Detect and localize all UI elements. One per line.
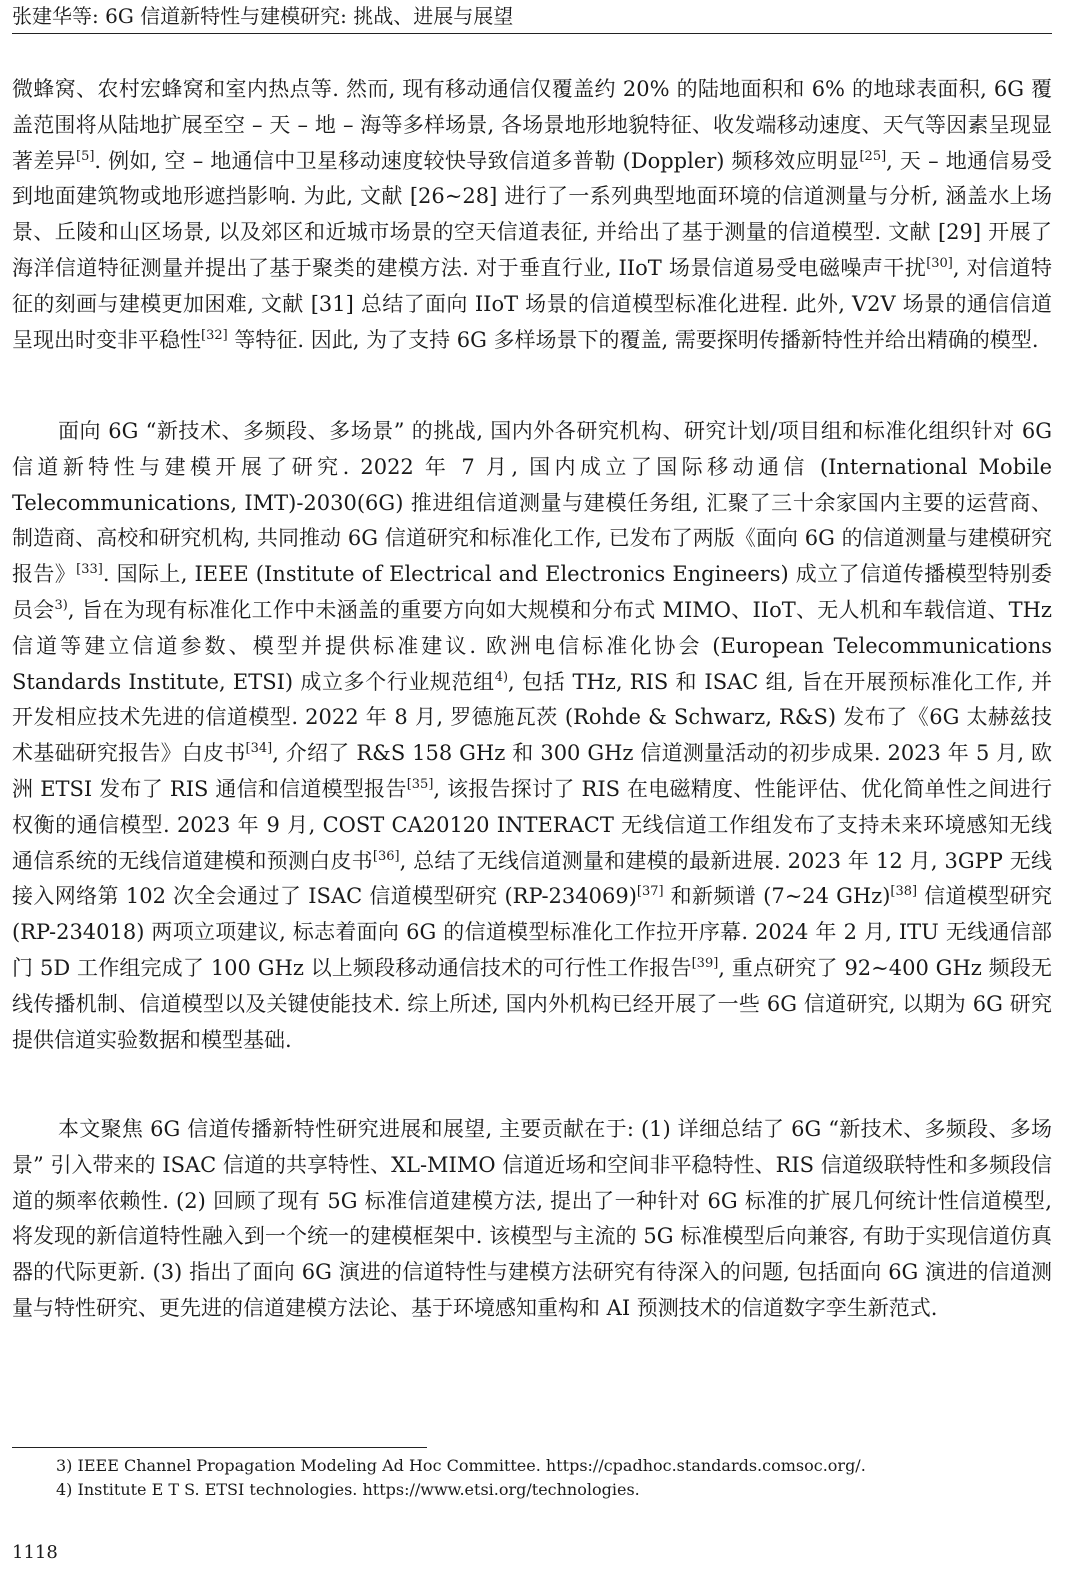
text-run: 面向 6G “新技术、多频段、多场景” 的挑战, 国内外各研究机构、研究计划/项目组和标准化组织针对 6G 信道新特性与建模开展了研究. 2022 年 7 月, 国内成立了国际移动通信 (International Mobile Telecommunications, IMT)-2030(6G) 推进组信道测量与建模任务组, 汇聚了三十余家国内主要的运营商、制造商、高校和研究机构, 共同推动 6G 信道研究和标准化工作, 已发布了两版《面向 6G 的信道测量与建模研究报告》 — [12, 419, 1052, 587]
footnote-divider — [12, 1447, 427, 1448]
text-run: 和新频谱 (7∼24 GHz) — [663, 884, 891, 909]
footnote-3: 3) IEEE Channel Propagation Modeling Ad Hoc Committee. https://cpadhoc.standards.comsoc.org/. — [56, 1456, 866, 1475]
footnote-4: 4) Institute E T S. ETSI technologies. https://www.etsi.org/technologies. — [56, 1480, 640, 1499]
text-run: . 例如, 空 – 地通信中卫星移动速度较快导致信道多普勒 (Doppler) 频移效应明显 — [94, 148, 860, 173]
citation-ref: [36] — [372, 848, 400, 864]
text-run: , 包括 THz, RIS 和 ISAC 组, 旨在开展预标准化工作, 并开发相应技术先进的信道模型. 2022 年 8 月, 罗德施瓦茨 (Rohde & Schwarz, R&S) 发布了《6G 太赫兹技术基础研究报告》白皮书 — [12, 669, 1052, 766]
text-run: , 该报告探讨了 RIS 在电磁精度、性能评估、优化简单性之间进行权衡的通信模型. 2023 年 9 月, COST CA20120 INTERACT 无线信道工作组发布了支持未来环境感知无线通信系统的无线信道建模和预测白皮书 — [12, 776, 1052, 873]
citation-ref: [38] — [890, 884, 918, 900]
footnote-ref: 3) — [54, 597, 68, 613]
paragraph-1 — [12, 72, 1052, 358]
citation-ref: [33] — [76, 562, 103, 578]
text-run: 等特征. 因此, 为了支持 6G 多样场景下的覆盖, 需要探明传播新特性并给出精确的模型. — [227, 327, 1039, 352]
citation-ref: [37] — [636, 884, 664, 900]
paragraph-2 — [12, 414, 1052, 1058]
text-run: , 天 – 地通信易受到地面建筑物或地形遮挡影响. 为此, 文献 [26∼28] 进行了一系列典型地面环境的信道测量与分析, 涵盖水上场景、丘陵和山区场景, 以及郊区和近城市场景的空天信道表征, 并给出了基于测量的信道模型. 文献 [29] 开展了海洋信道特征测量并提出了基于聚类的建模方法. 对于垂直行业, IIoT 场景信道易受电磁噪声干扰 — [12, 148, 1053, 280]
citation-ref: [5] — [76, 148, 95, 164]
text-run: , 旨在为现有标准化工作中未涵盖的重要方向如大规模和分布式 MIMO、IIoT、无人机和车载信道、THz 信道等建立信道参数、模型并提供标准建议. 欧洲电信标准化协会 (European Telecommunications Standards Institute, ETSI) 成立多个行业规范组 — [12, 597, 1053, 694]
text-run: , 介绍了 R&S 158 GHz 和 300 GHz 信道测量活动的初步成果. 2023 年 5 月, 欧洲 ETSI 发布了 RIS 通信和信道模型报告 — [12, 741, 1053, 801]
paragraph-3 — [12, 1112, 1052, 1327]
footnote-ref: 4) — [494, 669, 509, 685]
citation-ref: [32] — [201, 327, 228, 343]
text-run: , 重点研究了 92∼400 GHz 频段无线传播机制、信道模型以及关键使能技术. 综上所述, 国内外机构已经开展了一些 6G 信道研究, 以期为 6G 研究提供信道实验数据和模型基础. — [12, 955, 1052, 1052]
citation-ref: [25] — [859, 148, 887, 164]
running-title: 张建华等: 6G 信道新特性与建模研究: 挑战、进展与展望 — [12, 4, 514, 28]
text-run: . 国际上, IEEE (Institute of Electrical and Electronics Engineers) 成立了信道传播模型特别委员会 — [12, 562, 1053, 622]
text-run: 本文聚焦 6G 信道传播新特性研究进展和展望, 主要贡献在于: (1) 详细总结了 6G “新技术、多频段、多场景” 引入带来的 ISAC 信道的共享特性、XL-MIMO 信道近场和空间非平稳特性、RIS 信道级联特性和多频段信道的频率依赖性. (2) 回顾了现有 5G 标准信道建模方法, 提出了一种针对 6G 标准的扩展几何统计性信道模型, 将发现的新信道特性融入到一个统一的建模框架中. 该模型与主流的 5G 标准模型后向兼容, 有助于实现信道仿真器的代际更新. (3) 指出了面向 6G 演进的信道特性与建模方法研究有待深入的问题, 包括面向 6G 演进的信道测量与特性研究、更先进的信道建模方法论、基于环境感知重构和 AI 预测技术的信道数字孪生新范式. — [12, 1117, 1052, 1320]
text-run: , 总结了无线信道测量和建模的最新进展. 2023 年 12 月, 3GPP 无线接入网络第 102 次全会通过了 ISAC 信道模型研究 (RP-234069) — [12, 848, 1053, 909]
citation-ref: [30] — [926, 255, 953, 271]
page-number: 1118 — [12, 1542, 58, 1563]
text-run: 微蜂窝、农村宏蜂窝和室内热点等. 然而, 现有移动通信仅覆盖约 20% 的陆地面积和 6% 的地球表面积, 6G 覆盖范围将从陆地扩展至空 – 天 – 地 – 海等多样场景, 各场景地形地貌特征、收发端移动速度、天气等因素呈现显著差异 — [12, 77, 1052, 173]
citation-ref: [39] — [691, 955, 719, 971]
citation-ref: [35] — [406, 776, 434, 792]
text-run: 信道模型研究 (RP-234018) 两项立项建议, 标志着面向 6G 的信道模型标准化工作拉开序幕. 2024 年 2 月, ITU 无线通信部门 5D 工作组完成了 100 GHz 以上频段移动通信技术的可行性工作报告 — [12, 884, 1052, 980]
running-header — [12, 0, 1052, 34]
text-run: , 对信道特征的刻画与建模更加困难, 文献 [31] 总结了面向 IIoT 场景的信道模型标准化进程. 此外, V2V 场景的通信信道呈现出时变非平稳性 — [12, 255, 1052, 352]
citation-ref: [34] — [245, 741, 273, 757]
